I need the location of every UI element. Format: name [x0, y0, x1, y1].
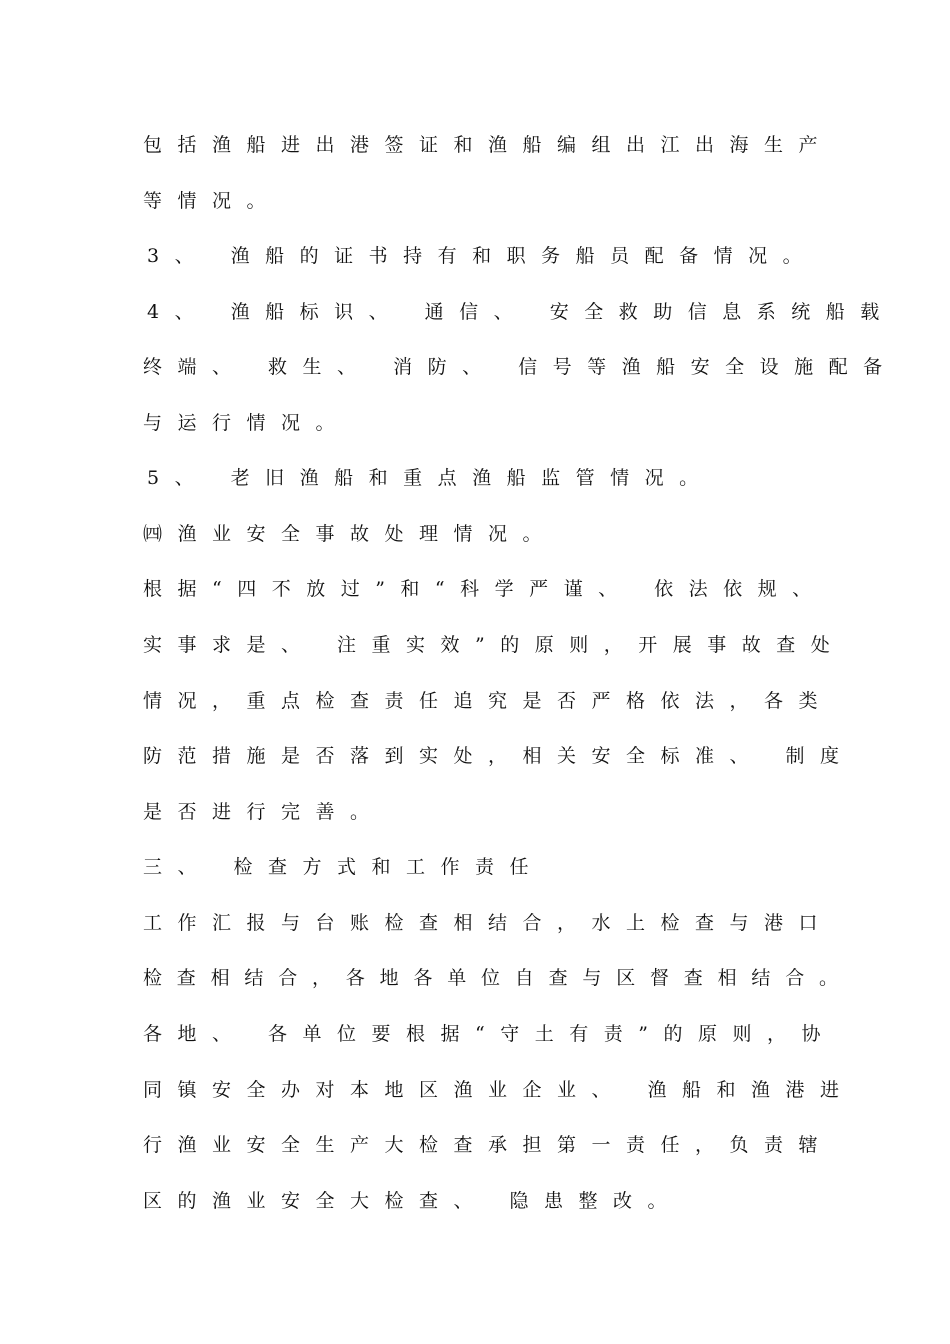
text-line: 5、 老旧渔船和重点渔船监管情况。 [147, 467, 714, 489]
text-line: 防范措施是否落到实处，相关安全标准、 制度 [143, 745, 855, 767]
text-line: 区的渔业安全大检查、 隐患整改。 [143, 1190, 683, 1212]
text-line: 4、 渔船标识、 通信、 安全救助信息系统船载 [147, 301, 895, 323]
text-line: 同镇安全办对本地区渔业企业、 渔船和渔港进 [143, 1079, 855, 1101]
text-line: 行渔业安全生产大检查承担第一责任，负责辖 [143, 1134, 834, 1156]
text-line: 情况，重点检查责任追究是否严格依法，各类 [143, 690, 834, 712]
section-heading: 三、 检查方式和工作责任 [143, 856, 545, 878]
text-line: 包括渔船进出港签证和渔船编组出江出海生产 [143, 134, 834, 156]
section-heading: ㈣渔业安全事故处理情况。 [143, 523, 558, 545]
text-line: 3、 渔船的证书持有和职务船员配备情况。 [147, 245, 818, 267]
text-line: 工作汇报与台账检查相结合，水上检查与港口 [143, 912, 834, 934]
text-line: 终端、 救生、 消防、 信号等渔船安全设施配备 [143, 356, 898, 378]
text-line: 检查相结合，各地各单位自查与区督查相结合。 [143, 967, 853, 989]
text-line: 各地、 各单位要根据“守土有责”的原则，协 [143, 1023, 836, 1045]
text-line: 与运行情况。 [143, 412, 351, 434]
text-line: 等情况。 [143, 190, 282, 212]
text-line: 是否进行完善。 [143, 801, 385, 823]
text-line: 实事求是、 注重实效”的原则，开展事故查处 [143, 634, 846, 656]
text-line: 根据“四不放过”和“科学严谨、 依法依规、 [143, 578, 827, 600]
